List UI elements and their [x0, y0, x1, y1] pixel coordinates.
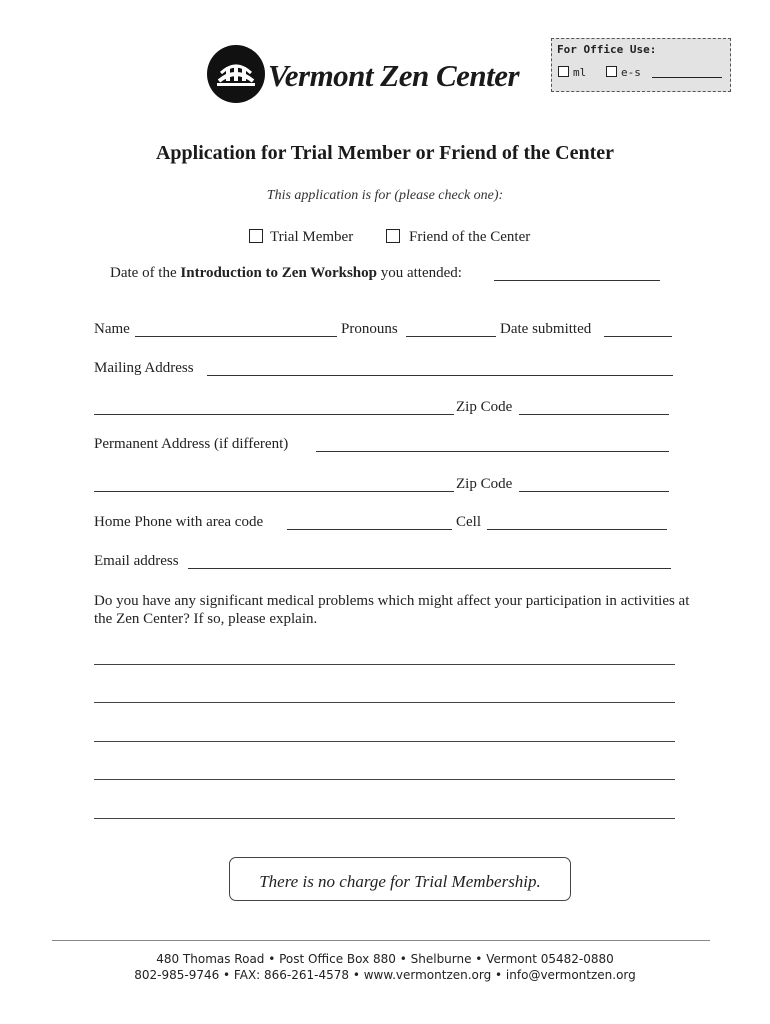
- trial-membership-note-text: There is no charge for Trial Membership.: [259, 872, 541, 891]
- date-submitted-input[interactable]: [604, 336, 672, 337]
- workshop-label: [110, 265, 462, 282]
- permanent-zip-input[interactable]: [519, 491, 669, 492]
- home-phone-label: Home Phone with area code: [94, 514, 264, 530]
- name-input[interactable]: [135, 336, 337, 337]
- answer-line[interactable]: [94, 779, 675, 780]
- name-label: Name: [94, 321, 130, 337]
- office-use-title: For Office Use:: [557, 43, 657, 56]
- mailing-address-label: Mailing Address: [94, 360, 194, 376]
- trial-member-checkbox[interactable]: [249, 229, 263, 243]
- permanent-address-label: Permanent Address (if different): [94, 436, 289, 452]
- friend-checkbox[interactable]: [386, 229, 400, 243]
- logo-wordmark: Vermont Zen Center: [268, 58, 520, 93]
- trial-membership-note: [229, 857, 571, 901]
- pronouns-input[interactable]: [406, 336, 496, 337]
- office-ml-checkbox[interactable]: [558, 66, 569, 77]
- office-es-line[interactable]: [652, 77, 722, 78]
- medical-question: Do you have any significant medical problems which might affect your participation in activities at the Zen Center? If so, please explain.: [94, 593, 690, 627]
- page-title: Application for Trial Member or Friend of the Center: [155, 142, 615, 164]
- permanent-address-line2-input[interactable]: [94, 491, 454, 492]
- cell-label: Cell: [456, 514, 481, 530]
- mailing-address-input[interactable]: [207, 375, 673, 376]
- page-subtitle: This application is for (please check one):: [266, 188, 504, 203]
- mailing-zip-label: Zip Code: [456, 399, 513, 415]
- footer-contact: 802-985-9746 • FAX: 866-261-4578 • www.vermontzen.org • info@vermontzen.org: [134, 968, 636, 982]
- pronouns-label: Pronouns: [341, 321, 398, 337]
- permanent-address-input[interactable]: [316, 451, 669, 452]
- permanent-zip-label: Zip Code: [456, 476, 513, 492]
- mailing-address-line2-input[interactable]: [94, 414, 454, 415]
- cell-input[interactable]: [487, 529, 667, 530]
- office-es-checkbox[interactable]: [606, 66, 617, 77]
- answer-line[interactable]: [94, 741, 675, 742]
- office-use-box: [551, 38, 731, 92]
- home-phone-input[interactable]: [287, 529, 452, 530]
- workshop-name: Introduction to Zen Workshop: [180, 265, 377, 281]
- trial-member-label: Trial Member: [270, 229, 354, 245]
- zen-center-logo-icon: [207, 45, 265, 103]
- logo-mark-icon: [207, 45, 265, 103]
- footer-divider: [52, 940, 710, 941]
- friend-label: Friend of the Center: [409, 229, 531, 245]
- office-es-label: e-s: [621, 66, 641, 79]
- answer-line[interactable]: [94, 664, 675, 665]
- answer-line[interactable]: [94, 818, 675, 819]
- email-label: Email address: [94, 553, 179, 569]
- workshop-prefix: Date of the: [110, 265, 181, 281]
- mailing-zip-input[interactable]: [519, 414, 669, 415]
- email-input[interactable]: [188, 568, 671, 569]
- footer-address: 480 Thomas Road • Post Office Box 880 • Shelburne • Vermont 05482-0880: [156, 952, 614, 966]
- office-ml-label: ml: [573, 66, 587, 79]
- workshop-date-input[interactable]: [494, 280, 660, 281]
- answer-line[interactable]: [94, 702, 675, 703]
- workshop-suffix: you attended:: [376, 265, 462, 281]
- date-submitted-label: Date submitted: [500, 321, 592, 337]
